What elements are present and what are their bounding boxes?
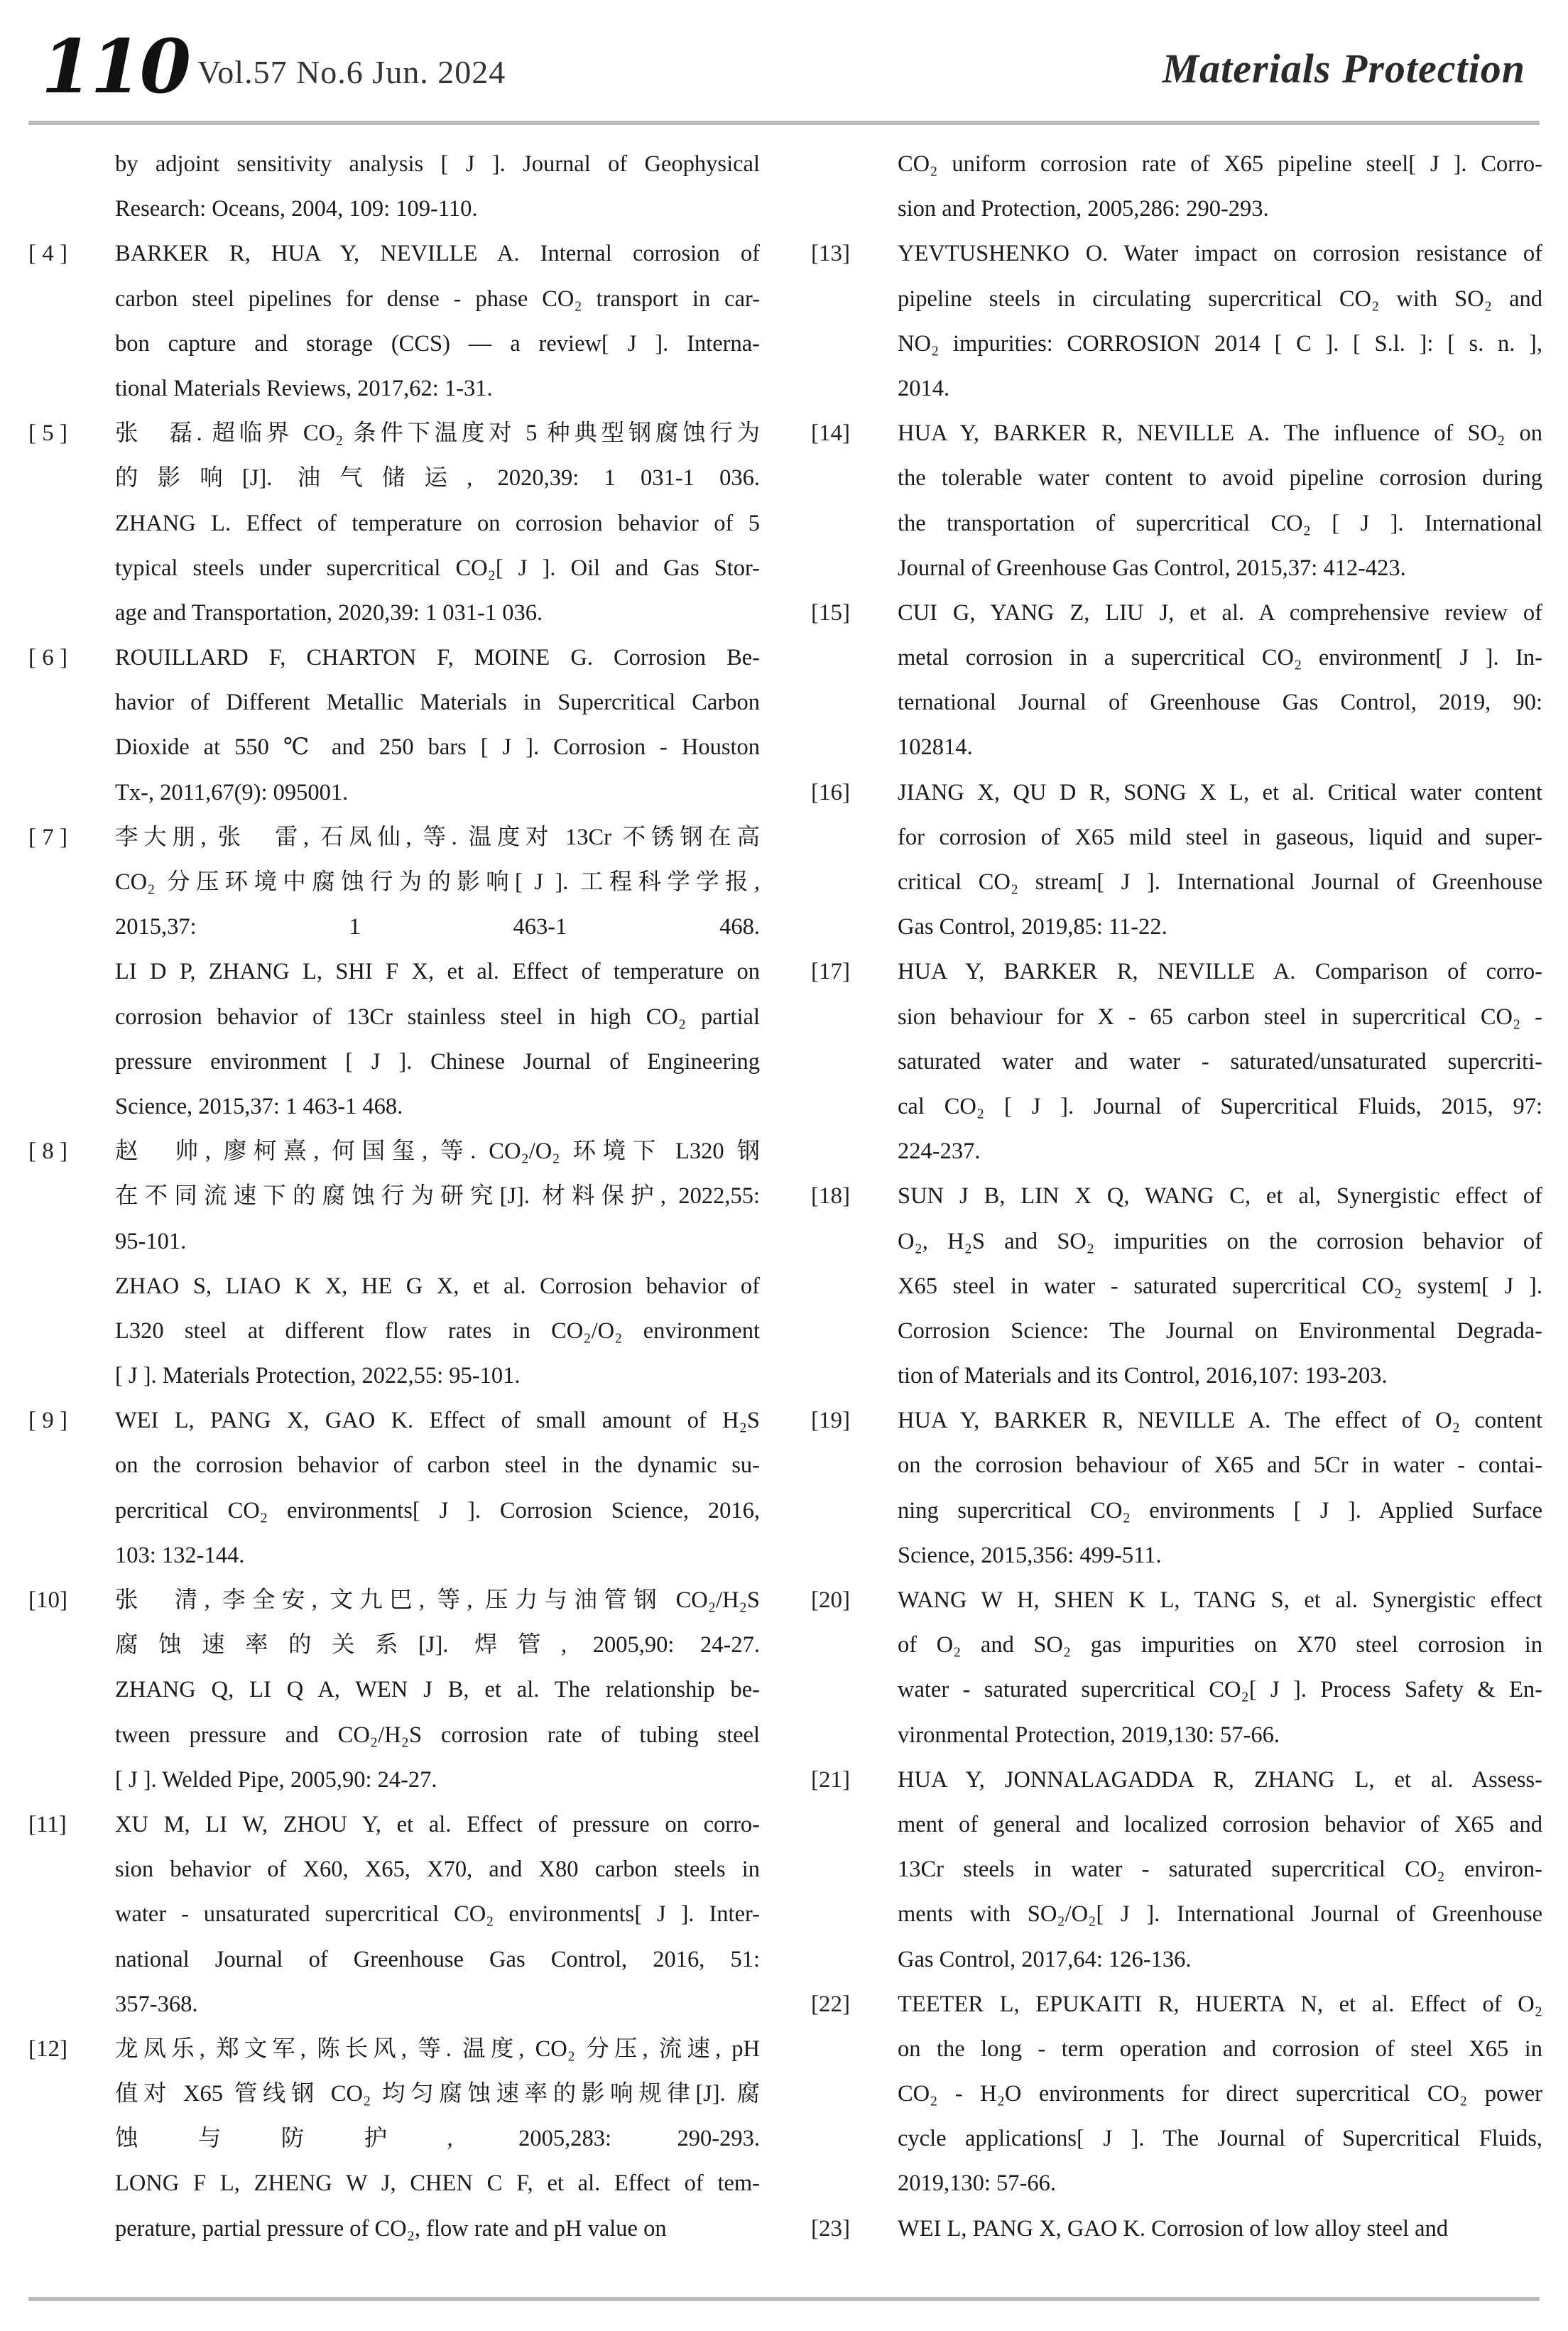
reference-line: cal CO₂ [ J ]. Journal of Supercritical Fluids, 2015, 97: bbox=[898, 1093, 1542, 1119]
reference-line: vironmental Protection, 2019,130: 57-66. bbox=[898, 1722, 1280, 1748]
issue-info: Vol.57 No.6 Jun. 2024 bbox=[197, 54, 506, 90]
reference-line: 95-101. bbox=[115, 1228, 187, 1254]
reference-line: tween pressure and CO₂/H₂S corrosion rate of tubing steel bbox=[115, 1722, 760, 1748]
reference-line: Science, 2015,356: 499-511. bbox=[898, 1542, 1162, 1568]
reference-line: ZHANG L. Effect of temperature on corrosion behavior of 5 bbox=[115, 510, 760, 536]
reference-line: LONG F L, ZHENG W J, CHEN C F, et al. Effect of tem- bbox=[115, 2170, 760, 2197]
reference-line: TEETER L, EPUKAITI R, HUERTA N, et al. Effect of O₂ bbox=[898, 1991, 1542, 2017]
reference-line: metal corrosion in a supercritical CO₂ environment[ J ]. In- bbox=[898, 645, 1542, 671]
reference-line: 值对 X65 管线钢 CO₂ 均匀腐蚀速率的影响规律[J]. 腐 bbox=[115, 2081, 760, 2107]
reference-line: CO₂ 分压环境中腐蚀行为的影响[ J ]. 工程科学学报, bbox=[115, 869, 760, 895]
reference-line: YEVTUSHENKO O. Water impact on corrosion resistance of bbox=[898, 241, 1542, 267]
reference-line: 103: 132-144. bbox=[115, 1542, 245, 1568]
reference-entry bbox=[811, 1174, 1542, 1398]
page-number: 110 bbox=[41, 23, 190, 110]
reference-line: 腐蚀速率的关系[J]. 焊管, 2005,90: 24-27. bbox=[115, 1632, 760, 1658]
reference-entry bbox=[811, 771, 1542, 950]
reference-number: [16] bbox=[811, 779, 850, 805]
reference-line: HUA Y, BARKER R, NEVILLE A. Comparison of corro- bbox=[898, 959, 1542, 985]
reference-line: tion of Materials and its Control, 2016,107: 193-203. bbox=[898, 1363, 1388, 1389]
reference-number: [13] bbox=[811, 241, 850, 267]
reference-line: 赵 帅, 廖柯熹, 何国玺, 等. CO₂/O₂ 环境下 L320 钢 bbox=[115, 1139, 760, 1165]
reference-line: [ J ]. Welded Pipe, 2005,90: 24-27. bbox=[115, 1766, 437, 1793]
reference-entry bbox=[28, 1803, 760, 2027]
reference-line: ning supercritical CO₂ environments [ J ]. Applied Surface bbox=[898, 1497, 1542, 1523]
reference-line: saturated water and water - saturated/unsaturated supercriti- bbox=[898, 1048, 1542, 1075]
reference-entry bbox=[28, 636, 760, 815]
page-header bbox=[0, 0, 1568, 135]
reference-entry bbox=[811, 1982, 1542, 2207]
reference-line: critical CO₂ stream[ J ]. International Journal of Greenhouse bbox=[898, 869, 1542, 895]
reference-number: [23] bbox=[811, 2215, 850, 2242]
reference-line: 李大朋, 张 雷, 石凤仙, 等. 温度对 13Cr 不锈钢在高 bbox=[115, 824, 760, 850]
reference-number: [18] bbox=[811, 1183, 850, 1210]
reference-line: the transportation of supercritical CO₂ [ J ]. International bbox=[898, 510, 1542, 536]
reference-line: ternational Journal of Greenhouse Gas Control, 2019, 90: bbox=[898, 690, 1542, 716]
reference-entry bbox=[811, 411, 1542, 591]
reference-line: Research: Oceans, 2004, 109: 109-110. bbox=[115, 196, 478, 222]
reference-line: national Journal of Greenhouse Gas Control, 2016, 51: bbox=[115, 1946, 760, 1972]
header-rule bbox=[28, 121, 1540, 125]
reference-line: Gas Control, 2017,64: 126-136. bbox=[898, 1946, 1192, 1972]
reference-line: WANG W H, SHEN K L, TANG S, et al. Synergistic effect bbox=[898, 1587, 1542, 1613]
reference-line: 224-237. bbox=[898, 1139, 981, 1165]
reference-line: 蚀与防护, 2005,283: 290-293. bbox=[115, 2126, 760, 2152]
reference-number: [ 5 ] bbox=[28, 420, 67, 447]
reference-line: ZHAO S, LIAO K X, HE G X, et al. Corrosion behavior of bbox=[115, 1273, 760, 1299]
reference-entry bbox=[28, 1578, 760, 1803]
reference-line: Gas Control, 2019,85: 11-22. bbox=[898, 914, 1167, 940]
reference-line: 龙凤乐, 郑文军, 陈长风, 等. 温度, CO₂ 分压, 流速, pH bbox=[115, 2036, 760, 2062]
reference-line: 在不同流速下的腐蚀行为研究[J]. 材料保护, 2022,55: bbox=[115, 1183, 760, 1210]
reference-line: carbon steel pipelines for dense - phase CO₂ transport in car- bbox=[115, 286, 760, 312]
reference-line: perature, partial pressure of CO₂, flow rate and pH value on bbox=[115, 2215, 667, 2242]
reference-line: pressure environment [ J ]. Chinese Journal of Engineering bbox=[115, 1048, 760, 1075]
reference-line: CUI G, YANG Z, LIU J, et al. A comprehensive review of bbox=[898, 599, 1542, 626]
reference-line: sion behaviour for X - 65 carbon steel in supercritical CO₂ - bbox=[898, 1004, 1542, 1030]
reference-line: typical steels under supercritical CO₂[ J ]. Oil and Gas Stor- bbox=[115, 555, 760, 581]
reference-line: on the long - term operation and corrosion of steel X65 in bbox=[898, 2036, 1542, 2062]
reference-line: X65 steel in water - saturated supercritical CO₂ system[ J ]. bbox=[898, 1273, 1542, 1299]
reference-line: JIANG X, QU D R, SONG X L, et al. Critical water content bbox=[898, 779, 1542, 805]
reference-line: bon capture and storage (CCS) — a review[ J ]. Interna- bbox=[115, 330, 760, 357]
reference-line: 102814. bbox=[898, 734, 973, 761]
reference-entry bbox=[811, 1758, 1542, 1982]
reference-number: [21] bbox=[811, 1766, 850, 1793]
reference-line: ROUILLARD F, CHARTON F, MOINE G. Corrosion Be- bbox=[115, 645, 760, 671]
reference-line: O₂, H₂S and SO₂ impurities on the corrosion behavior of bbox=[898, 1228, 1542, 1254]
reference-line: sion behavior of X60, X65, X70, and X80 carbon steels in bbox=[115, 1857, 760, 1883]
reference-line: 2014. bbox=[898, 375, 950, 401]
reference-entry bbox=[811, 2207, 1542, 2251]
reference-line: on the corrosion behavior of carbon steel in the dynamic su- bbox=[115, 1452, 760, 1479]
reference-entry bbox=[811, 1398, 1542, 1578]
reference-line: of O₂ and SO₂ gas impurities on X70 steel corrosion in bbox=[898, 1632, 1542, 1658]
reference-line: percritical CO₂ environments[ J ]. Corrosion Science, 2016, bbox=[115, 1497, 760, 1523]
reference-line: L320 steel at different flow rates in CO₂/O₂ environment bbox=[115, 1317, 760, 1344]
reference-number: [ 7 ] bbox=[28, 824, 67, 850]
reference-line: WEI L, PANG X, GAO K. Effect of small amount of H₂S bbox=[115, 1408, 760, 1434]
reference-line: LI D P, ZHANG L, SHI F X, et al. Effect of temperature on bbox=[115, 959, 760, 985]
reference-line: XU M, LI W, ZHOU Y, et al. Effect of pressure on corro- bbox=[115, 1811, 760, 1837]
reference-line: Dioxide at 550 ℃ and 250 bars [ J ]. Corrosion - Houston bbox=[115, 734, 760, 761]
reference-line: ZHANG Q, LI Q A, WEN J B, et al. The relationship be- bbox=[115, 1677, 760, 1703]
reference-entry bbox=[28, 815, 760, 1129]
reference-entry bbox=[28, 411, 760, 636]
reference-line: BARKER R, HUA Y, NEVILLE A. Internal corrosion of bbox=[115, 241, 760, 267]
reference-number: [20] bbox=[811, 1587, 850, 1613]
reference-entry bbox=[811, 232, 1542, 411]
reference-line: 13Cr steels in water - saturated supercritical CO₂ environ- bbox=[898, 1857, 1542, 1883]
reference-line: NO₂ impurities: CORROSION 2014 [ C ]. [ S.l. ]: [ s. n. ], bbox=[898, 330, 1542, 357]
reference-line: corrosion behavior of 13Cr stainless steel in high CO₂ partial bbox=[115, 1004, 760, 1030]
reference-line: water - saturated supercritical CO₂[ J ]. Process Safety & En- bbox=[898, 1677, 1542, 1703]
reference-line: HUA Y, JONNALAGADDA R, ZHANG L, et al. Assess- bbox=[898, 1766, 1542, 1793]
reference-line: Journal of Greenhouse Gas Control, 2015,37: 412-423. bbox=[898, 555, 1406, 581]
reference-line: 2019,130: 57-66. bbox=[898, 2170, 1056, 2197]
reference-line: SUN J B, LIN X Q, WANG C, et al, Synergistic effect of bbox=[898, 1183, 1542, 1210]
reference-line: cycle applications[ J ]. The Journal of Supercritical Fluids, bbox=[898, 2126, 1542, 2152]
reference-line: Tx-, 2011,67(9): 095001. bbox=[115, 779, 349, 805]
reference-number: [ 8 ] bbox=[28, 1139, 67, 1165]
reference-line: havior of Different Metallic Materials in Supercritical Carbon bbox=[115, 690, 760, 716]
reference-number: [11] bbox=[28, 1811, 67, 1837]
reference-entry bbox=[811, 1578, 1542, 1758]
reference-number: [15] bbox=[811, 599, 850, 626]
reference-entry bbox=[811, 591, 1542, 771]
reference-number: [ 6 ] bbox=[28, 645, 67, 671]
reference-line: [ J ]. Materials Protection, 2022,55: 95-101. bbox=[115, 1363, 521, 1389]
reference-entry bbox=[811, 142, 1542, 232]
reference-line: ments with SO₂/O₂[ J ]. International Journal of Greenhouse bbox=[898, 1901, 1542, 1928]
reference-number: [10] bbox=[28, 1587, 67, 1613]
reference-line: 357-368. bbox=[115, 1991, 198, 2017]
reference-line: HUA Y, BARKER R, NEVILLE A. The influence of SO₂ on bbox=[898, 420, 1542, 447]
reference-entry bbox=[811, 950, 1542, 1174]
reference-entry bbox=[28, 1129, 760, 1398]
right-column bbox=[811, 142, 1542, 2287]
reference-line: 2015,37: 1 463-1 468. bbox=[115, 914, 760, 940]
reference-line: HUA Y, BARKER R, NEVILLE A. The effect of O₂ content bbox=[898, 1408, 1542, 1434]
reference-line: age and Transportation, 2020,39: 1 031-1 036. bbox=[115, 599, 543, 626]
reference-line: water - unsaturated supercritical CO₂ environments[ J ]. Inter- bbox=[115, 1901, 760, 1928]
reference-line: CO₂ - H₂O environments for direct supercritical CO₂ power bbox=[898, 2081, 1542, 2107]
reference-line: the tolerable water content to avoid pipeline corrosion during bbox=[898, 465, 1542, 491]
reference-line: on the corrosion behaviour of X65 and 5Cr in water - contai- bbox=[898, 1452, 1542, 1479]
reference-line: by adjoint sensitivity analysis [ J ]. Journal of Geophysical bbox=[115, 151, 760, 177]
reference-line: tional Materials Reviews, 2017,62: 1-31. bbox=[115, 375, 493, 401]
reference-number: [ 9 ] bbox=[28, 1408, 67, 1434]
reference-entry bbox=[28, 2027, 760, 2251]
left-column bbox=[28, 142, 760, 2287]
reference-line: ment of general and localized corrosion behavior of X65 and bbox=[898, 1811, 1542, 1837]
reference-entry bbox=[28, 142, 760, 232]
reference-line: for corrosion of X65 mild steel in gaseous, liquid and super- bbox=[898, 824, 1542, 850]
reference-number: [19] bbox=[811, 1408, 850, 1434]
reference-line: Science, 2015,37: 1 463-1 468. bbox=[115, 1093, 403, 1119]
reference-entry bbox=[28, 1398, 760, 1578]
journal-title: Materials Protection bbox=[1162, 45, 1525, 92]
reference-line: 的影响[J]. 油气储运, 2020,39: 1 031-1 036. bbox=[115, 465, 760, 491]
reference-line: Corrosion Science: The Journal on Environmental Degrada- bbox=[898, 1317, 1542, 1344]
reference-line: sion and Protection, 2005,286: 290-293. bbox=[898, 196, 1269, 222]
reference-line: pipeline steels in circulating supercritical CO₂ with SO₂ and bbox=[898, 286, 1542, 312]
reference-line: CO₂ uniform corrosion rate of X65 pipeline steel[ J ]. Corro- bbox=[898, 151, 1542, 177]
footer-rule bbox=[28, 2297, 1540, 2301]
reference-entry bbox=[28, 232, 760, 411]
reference-number: [22] bbox=[811, 1991, 850, 2017]
reference-line: WEI L, PANG X, GAO K. Corrosion of low alloy steel and bbox=[898, 2215, 1449, 2242]
reference-line: 张 磊. 超临界 CO₂ 条件下温度对 5 种典型钢腐蚀行为 bbox=[115, 420, 760, 447]
reference-number: [14] bbox=[811, 420, 850, 447]
reference-number: [17] bbox=[811, 959, 850, 985]
reference-number: [ 4 ] bbox=[28, 241, 67, 267]
reference-number: [12] bbox=[28, 2036, 67, 2062]
reference-line: 张 清, 李全安, 文九巴, 等, 压力与油管钢 CO₂/H₂S bbox=[115, 1587, 760, 1613]
